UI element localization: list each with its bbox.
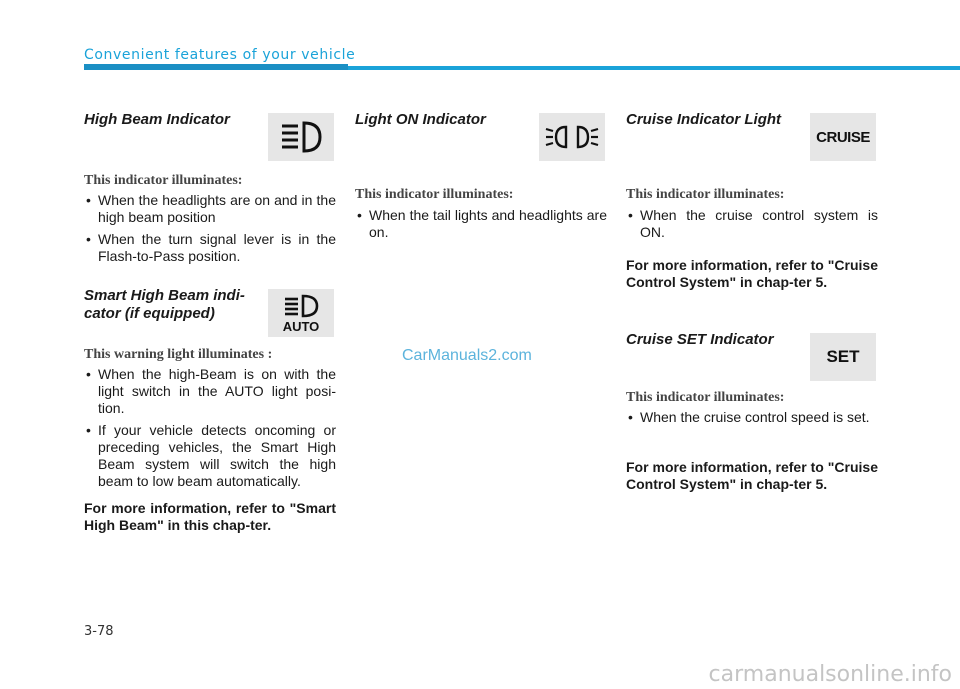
light-on-subhead: This indicator illuminates: — [355, 187, 514, 202]
set-label: SET — [826, 347, 860, 366]
section-header-title: Convenient features of your vehicle — [84, 47, 356, 63]
cruise-bullets — [626, 207, 878, 246]
list-item: • When the headlights are on and in the high beam position — [84, 192, 336, 226]
smart-high-beam-note: For more information, refer to "Smart High Beam" in this chap-ter. — [84, 500, 336, 533]
smart-high-beam-auto-icon — [268, 289, 334, 337]
cruise-set-title: Cruise SET Indicator — [626, 331, 774, 348]
list-item: • When the turn signal lever is in the Flash-to-Pass position. — [84, 231, 336, 265]
high-beam-title: High Beam Indicator — [84, 111, 230, 128]
list-item: • If your vehicle detects oncoming or preceding vehicles, the Smart High Beam system will switch the high beam to low beam automatically. — [84, 422, 336, 490]
light-on-title: Light ON Indicator — [355, 111, 486, 128]
tail-light-icon — [539, 113, 605, 161]
list-item: • When the high-Beam is on with the light switch in the AUTO light posi-tion. — [84, 366, 336, 417]
high-beam-subhead: This indicator illuminates: — [84, 173, 243, 188]
page-number: 3-78 — [84, 624, 114, 639]
auto-label: AUTO — [282, 318, 320, 334]
high-beam-bullets — [84, 192, 336, 270]
watermark-text: CarManuals2.com — [402, 347, 532, 364]
cruise-note: For more information, refer to "Cruise Control System" in chap-ter 5. — [626, 257, 878, 290]
cruise-subhead: This indicator illuminates: — [626, 187, 785, 202]
cruise-title: Cruise Indicator Light — [626, 111, 782, 128]
smart-high-beam-subhead: This warning light illuminates : — [84, 347, 273, 362]
list-item: • When the cruise control system is ON. — [626, 207, 878, 241]
cruise-set-icon — [810, 333, 876, 381]
cruise-indicator-icon — [810, 113, 876, 161]
cruise-set-subhead: This indicator illuminates: — [626, 390, 785, 405]
list-item: • When the cruise control speed is set. — [626, 409, 878, 426]
footer-site-text: carmanualsonline.info — [708, 662, 952, 687]
smart-high-beam-title: Smart High Beam indi- cator (if equipped) — [84, 287, 245, 322]
list-item: • When the tail lights and headlights are on. — [355, 207, 607, 241]
high-beam-icon — [268, 113, 334, 161]
cruise-label: CRUISE — [816, 128, 870, 146]
light-on-bullets — [355, 207, 607, 246]
cruise-set-bullets — [626, 409, 878, 431]
cruise-set-note: For more information, refer to "Cruise Control System" in chap-ter 5. — [626, 459, 878, 492]
smart-high-beam-bullets — [84, 366, 336, 495]
header-rule-accent — [84, 64, 348, 70]
